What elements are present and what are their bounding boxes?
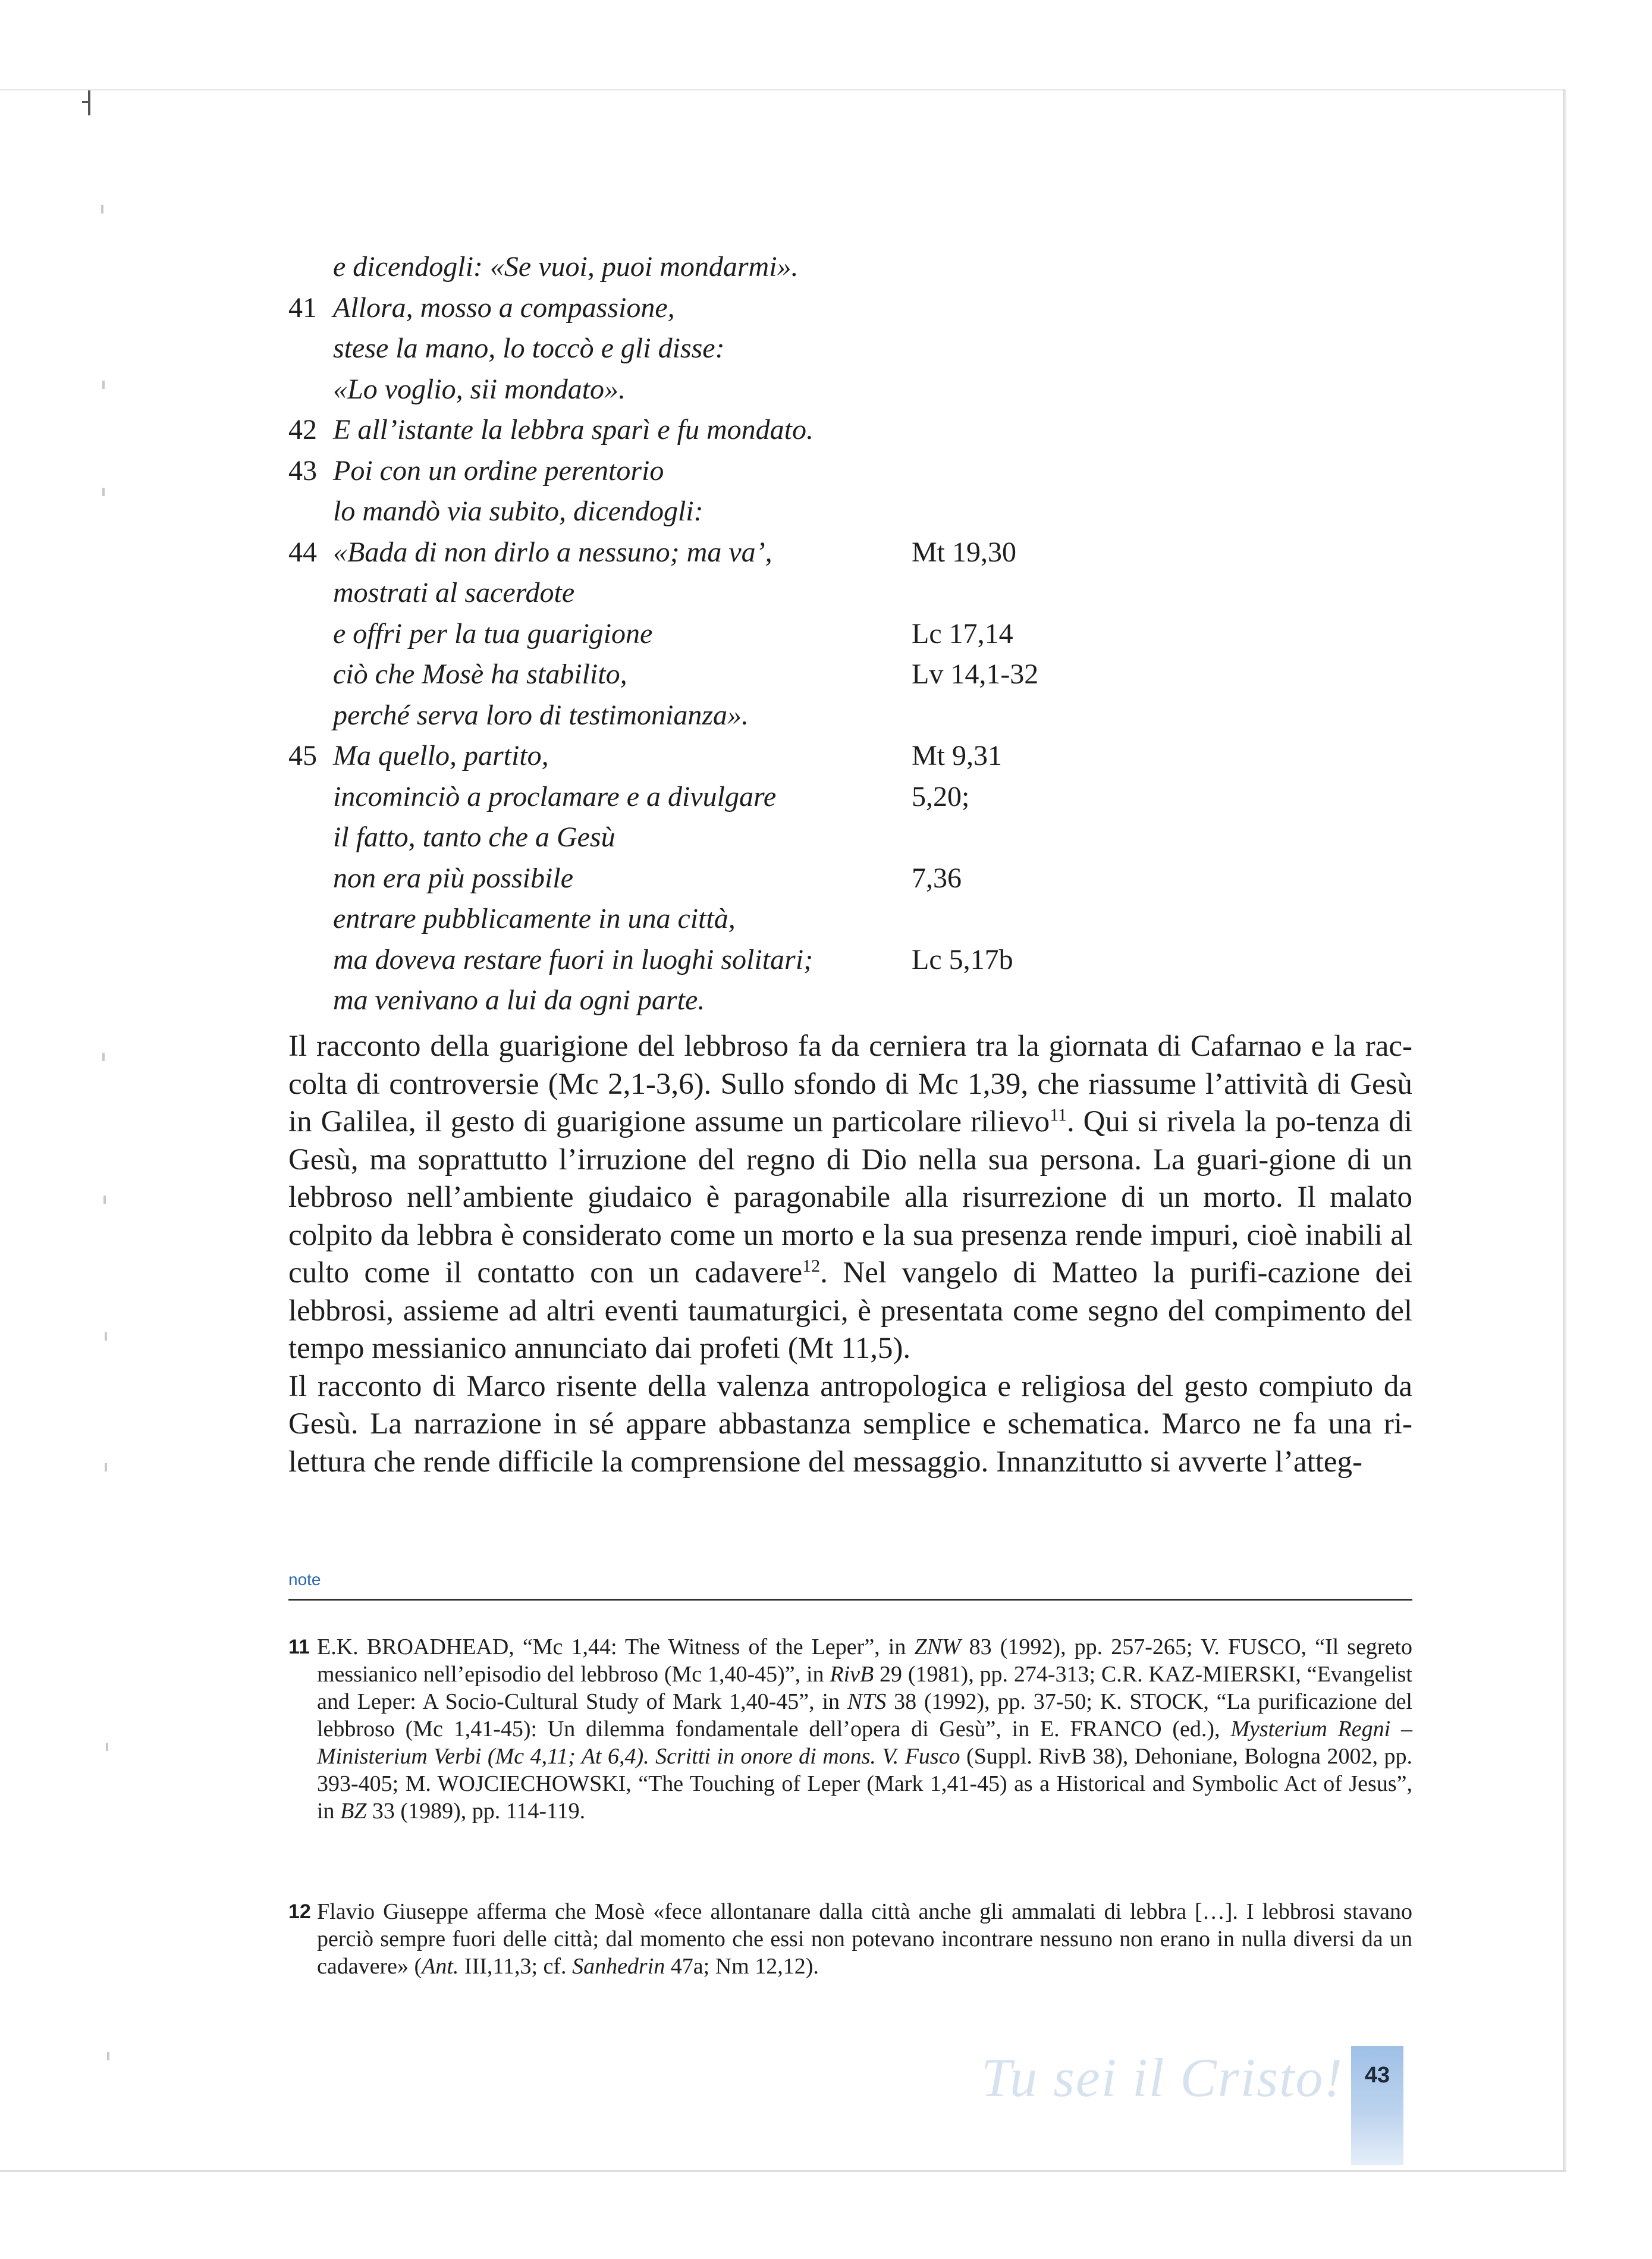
verse-line [288, 288, 1121, 329]
verse-text: ciò che Mosè ha stabilito, [333, 658, 627, 690]
footnote-12 [288, 1897, 1412, 1980]
binding-mark [102, 381, 105, 389]
body-paragraph-2: Il racconto di Marco risente della valenza antropologica e religiosa del gesto compiuto da Gesù. La narrazione in sé appare abbastanza semplice e schematica. Marco ne fa una ri-lettura che rende difficile la comprensione del messaggio. Innanzitutto si avverte l’atteg- [288, 1369, 1412, 1479]
crop-mark-tick [82, 101, 90, 103]
verse-line [288, 940, 1121, 981]
cross-reference: 7,36 [912, 862, 962, 894]
verse-text: «Bada di non dirlo a nessuno; ma va’, [333, 536, 772, 568]
footnote-number: 12 [288, 1900, 311, 1923]
verse-number: 43 [288, 454, 317, 487]
verse-line [288, 695, 1121, 736]
verse-text: mostrati al sacerdote [333, 577, 575, 608]
verse-line [288, 858, 1121, 899]
body-text-run: Il racconto della guarigione del lebbroso fa da cerniera tra la giornata di Cafarnao e la rac-colta di controversie (Mc 2,1-3,6). Sullo sfondo di Mc 1,39, che riassume l’attività di Gesù in Galilea, il gesto di guarigione assume un particolare rilievo [288, 1030, 1412, 1138]
verse-text: lo mandò via subito, dicendogli: [333, 495, 703, 527]
verse-text: e offri per la tua guarigione [333, 617, 653, 650]
binding-mark [103, 1196, 106, 1204]
verse-line [288, 654, 1121, 695]
verse-text: Poi con un ordine perentorio [333, 454, 664, 487]
cross-reference: Lv 14,1-32 [912, 658, 1039, 690]
binding-mark [105, 1463, 107, 1472]
verse-line [288, 980, 1121, 1021]
verse-text: incominciò a proclamare e a divulgare [333, 780, 777, 812]
page-bottom-edge [0, 2170, 1566, 2172]
verse-text: stese la mano, lo toccò e gli disse: [333, 332, 725, 364]
running-title: Tu sei il Cristo! [981, 2047, 1344, 2108]
verse-number: 45 [288, 740, 317, 771]
verse-line [288, 491, 1121, 532]
verse-text: E all’istante la lebbra sparì e fu mondato. [333, 414, 814, 445]
verse-text: e dicendogli: «Se vuoi, puoi mondarmi». [333, 251, 799, 283]
body-text-run: . Nel vangelo di Matteo la purifi-cazione dei lebbrosi, assieme ad altri eventi taumaturgici, è presentata come segno del compimento del tempo messianico annunciato dai profeti (Mt 11,5). [288, 1256, 1412, 1365]
footnote-ref-12[interactable]: 12 [802, 1256, 821, 1276]
cross-reference: Lc 17,14 [912, 617, 1013, 650]
binding-mark [107, 2052, 109, 2060]
footnote-ref-11[interactable]: 11 [1050, 1105, 1067, 1125]
cross-reference: Lc 5,17b [912, 943, 1013, 975]
binding-mark [105, 1332, 107, 1341]
binding-mark [106, 1743, 108, 1751]
verse-text: «Lo voglio, sii mondato». [333, 373, 626, 405]
verse-block [288, 247, 1121, 1021]
page-right-edge [1563, 89, 1566, 2171]
page-number-tab [1351, 2046, 1403, 2165]
binding-mark [102, 488, 105, 496]
page-top-edge [0, 89, 1564, 90]
cross-reference: Mt 19,30 [912, 536, 1017, 568]
verse-line [288, 777, 1121, 818]
binding-mark [101, 205, 103, 214]
verse-text: entrare pubblicamente in una città, [333, 903, 736, 934]
body-paragraph-1 [288, 1028, 1412, 1368]
verse-number: 44 [288, 536, 317, 568]
crop-mark [88, 90, 90, 115]
verse-line [288, 614, 1121, 655]
footnote-body: E.K. BROADHEAD, “Mc 1,44: The Witness of the Leper”, in ZNW 83 (1992), pp. 257-265; V. FUSCO, “Il segreto messianico nell’episodio del lebbroso (Mc 1,40-45)”, in RivB 29 (1981), pp. 274-313; C.R. KAZ-MIERSKI, “Evangelist and Leper: A Socio-Cultural Study of Mark 1,40-45”, in NTS 38 (1992), pp. 37-50; K. STOCK, “La purificazione del lebbroso (Mc 1,41-45): Un dilemma fondamentale dell’opera di Gesù”, in E. FRANCO (ed.), Mysterium Regni – Ministerium Verbi (Mc 4,11; At 6,4). Scritti in onore di mons. V. Fusco (Suppl. RivB 38), Dehoniane, Bologna 2002, pp. 393-405; M. WOJCIECHOWSKI, “The Touching of Leper (Mark 1,41-45) as a Historical and Symbolic Act of Jesus”, in BZ 33 (1989), pp. 114-119. [317, 1634, 1413, 1824]
footnote-body: Flavio Giuseppe afferma che Mosè «fece allontanare dalla città anche gli ammalati di lebbra […]. I lebbrosi stavano perciò sempre fuori delle città; dal momento che essi non potevano incontrare nessuno non erano in nulla diversi da un cadavere» (Ant. III,11,3; cf. Sanhedrin 47a; Nm 12,12). [317, 1899, 1412, 1979]
verse-line [288, 817, 1121, 858]
verse-line [288, 247, 1121, 288]
footnote-number: 11 [288, 1636, 310, 1658]
cross-reference: Mt 9,31 [912, 740, 1003, 771]
verse-text: ma venivano a lui da ogni parte. [333, 984, 705, 1016]
verse-text: il fatto, tanto che a Gesù [333, 821, 615, 853]
notes-label: note [288, 1570, 321, 1589]
body-text [288, 1028, 1412, 1481]
verse-line [288, 451, 1121, 492]
verse-text: Allora, mosso a compassione, [333, 291, 675, 324]
notes-divider [288, 1599, 1412, 1601]
verse-text: non era più possibile [333, 862, 573, 894]
cross-reference: 5,20; [912, 780, 970, 812]
body-text-run: . Qui si rivela la po-tenza di Gesù, ma soprattutto l’irruzione del regno di Dio nella sua persona. La guari-gione di un lebbroso nell’ambiente giudaico è paragonabile alla risurrezione di un morto. Il malato colpito da lebbra è considerato come un morto e la sua presenza rende impuri, cioè inabili al culto come il contatto con un cadavere [288, 1105, 1412, 1289]
verse-text: ma doveva restare fuori in luoghi solitari; [333, 943, 814, 975]
verse-line [288, 736, 1121, 777]
verse-line [288, 573, 1121, 614]
verse-number: 41 [288, 291, 317, 324]
verse-line [288, 369, 1121, 410]
page-number: 43 [1364, 2063, 1390, 2088]
verse-line [288, 899, 1121, 940]
verse-text: perché serva loro di testimonianza». [333, 699, 749, 731]
verse-number: 42 [288, 414, 317, 445]
verse-line [288, 328, 1121, 369]
verse-text: Ma quello, partito, [333, 740, 549, 771]
binding-mark [102, 1053, 105, 1061]
verse-line [288, 410, 1121, 451]
footnote-11 [288, 1633, 1412, 1825]
verse-line [288, 532, 1121, 573]
